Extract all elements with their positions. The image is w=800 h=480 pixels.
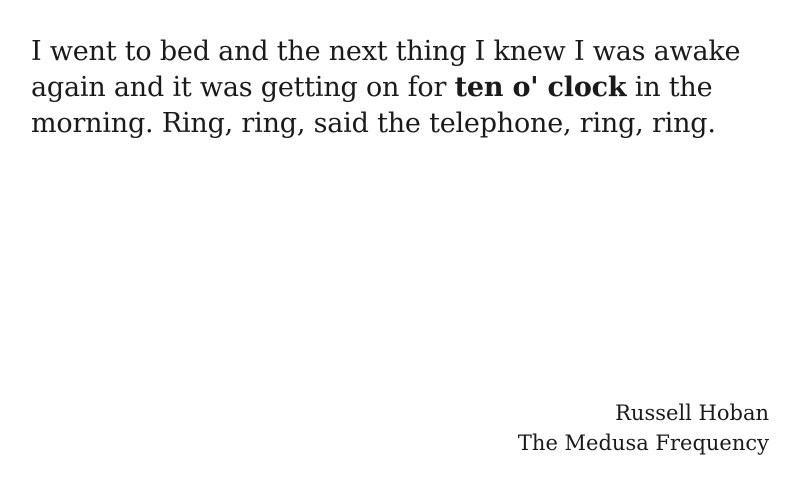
quote-text-before: I went to bed and the next thing I knew I was awake again and it was getting on for <box>31 36 741 103</box>
attribution <box>518 398 769 458</box>
book-title: The Medusa Frequency <box>517 431 769 455</box>
quote-emphasis: ten o' clock <box>454 72 627 103</box>
author-name: Russell Hoban <box>615 401 769 425</box>
quote-text <box>31 34 761 142</box>
quote-text-after: in the morning. Ring, ring, said the telephone, ring, ring. <box>31 72 716 139</box>
